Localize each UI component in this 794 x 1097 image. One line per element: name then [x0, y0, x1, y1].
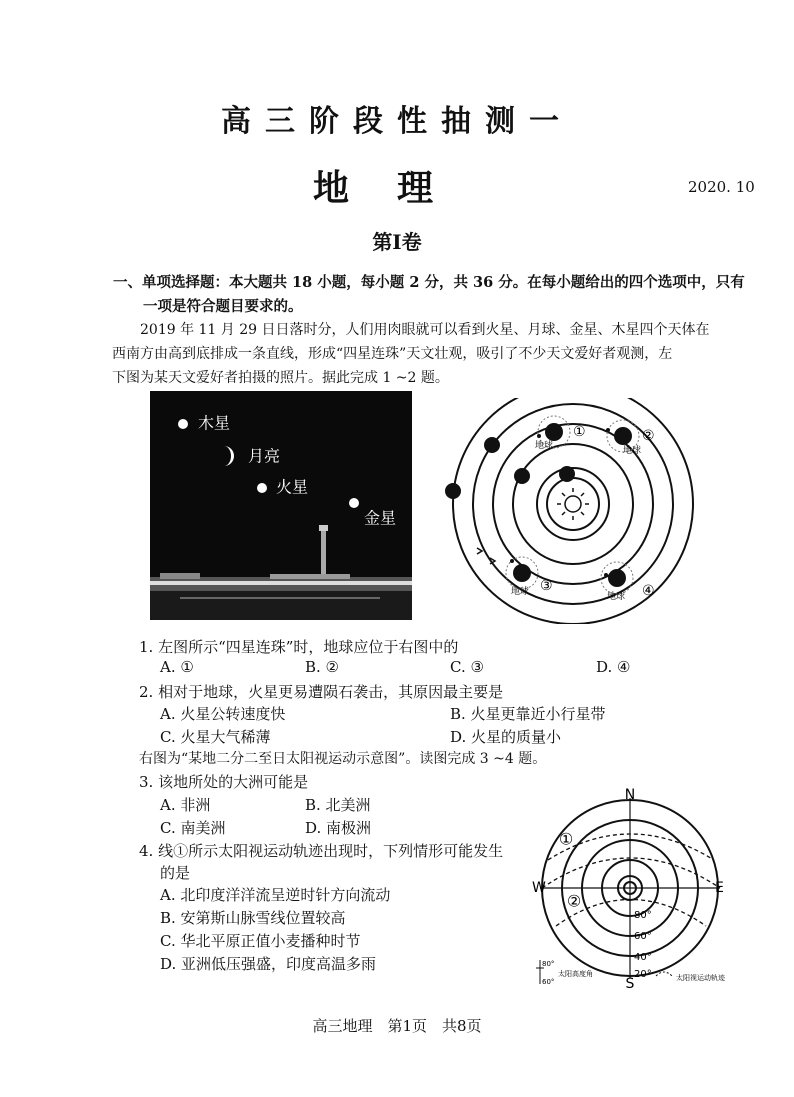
orbit-diagram [440, 398, 700, 624]
angle-label-60: 60° [634, 931, 652, 942]
north-label: N [624, 788, 636, 803]
exam-date: 2020. 10 [688, 178, 755, 196]
q1-option-d: D. ④ [596, 658, 631, 676]
passage1-line3: 下图为某天文爱好者拍摄的照片。据此完成 1 ~2 题。 [112, 370, 449, 386]
q1-option-c: C. ③ [450, 658, 484, 676]
earth-label: 地球 [606, 592, 626, 602]
venus-label: 金星 [364, 508, 397, 528]
earth-position-3 [506, 557, 553, 597]
angle-label-80: 80° [634, 910, 652, 921]
mars-label: 火星 [276, 477, 309, 497]
q3-option-a: A. 非洲 [160, 796, 211, 814]
sun-path-diagram [528, 788, 778, 994]
night-sky-photo [150, 391, 412, 620]
q3-option-b: B. 北美洲 [305, 796, 371, 814]
earth-label: 地球 [510, 587, 530, 597]
orbit-marker-1: ① [573, 424, 586, 440]
page-title: 高三阶段性抽测一 [221, 104, 573, 139]
q3-option-d: D. 南极洲 [305, 819, 372, 837]
q1-stem: 1. 左图所示“四星连珠”时，地球应位于右图中的 [139, 638, 459, 656]
orbit-marker-2: ② [642, 428, 655, 444]
mars-dot [257, 483, 267, 493]
orbit-marker-4: ④ [642, 583, 655, 599]
q3-stem: 3. 该地所处的大洲可能是 [139, 773, 309, 791]
earth-label: 地球 [534, 441, 554, 451]
q3-option-c: C. 南美洲 [160, 819, 226, 837]
earth-label: 地球 [622, 446, 642, 456]
passage1-line2: 西南方由高到底排成一条直线，形成“四星连珠”天文壮观，吸引了不少天文爱好者观测，左 [112, 346, 673, 362]
west-label: W [532, 880, 546, 896]
planet-dot [559, 466, 575, 482]
earth-position-4 [601, 562, 655, 602]
passage2: 右图为“某地二分二至日太阳视运动示意图”。读图完成 3 ~4 题。 [139, 751, 547, 767]
q4-stem-line1: 4. 线①所示太阳视运动轨迹出现时，下列情形可能发生 [139, 842, 504, 860]
venus-dot [349, 498, 359, 508]
legend-angle-bottom: 60° [542, 978, 555, 986]
q2-option-a: A. 火星公转速度快 [160, 705, 286, 723]
legend-dashed-symbol [656, 972, 672, 976]
angle-label-40: 40° [634, 952, 652, 963]
q4-option-b: B. 安第斯山脉雪线位置较高 [160, 909, 346, 927]
q4-option-a: A. 北印度洋洋流呈逆时针方向流动 [160, 886, 391, 904]
east-label: E [715, 880, 724, 896]
page-footer: 高三地理 第1页 共8页 [312, 1017, 482, 1035]
q2-stem: 2. 相对于地球，火星更易遭陨石袭击，其原因最主要是 [139, 683, 504, 701]
q4-stem-line2: 的是 [160, 864, 191, 882]
sky-marker-2: ② [566, 891, 582, 911]
planet-dot [445, 483, 461, 499]
subject-title: 地理 [312, 167, 481, 209]
angle-label-20: 20° [634, 969, 652, 980]
q1-option-a: A. ① [160, 658, 194, 676]
jupiter-label: 木星 [198, 413, 231, 433]
q4-option-d: D. 亚洲低压强盛，印度高温多雨 [160, 955, 377, 973]
volume-heading: 第Ⅰ卷 [372, 230, 422, 254]
earth-position-2 [606, 420, 655, 456]
planet-dot [514, 468, 530, 484]
section-instruction-line1: 一、单项选择题：本大题共 18 小题，每小题 2 分，共 36 分。在每小题给出的四个选项中，只有 [113, 274, 745, 291]
q2-option-d: D. 火星的质量小 [450, 728, 562, 746]
legend-path-text: 太阳视运动轨迹 [676, 974, 725, 982]
sky-marker-1: ① [558, 829, 574, 849]
sun-icon [557, 488, 589, 520]
q1-option-b: B. ② [305, 658, 340, 676]
direction-arrow [477, 548, 482, 554]
planet-dot [484, 437, 500, 453]
section-instruction-line2: 一项是符合题目要求的。 [143, 298, 303, 315]
orbit-marker-3: ③ [540, 578, 553, 594]
south-label: S [625, 976, 635, 992]
legend-angle-top: 80° [542, 960, 555, 968]
legend-angle-text: 太阳高度角 [558, 970, 593, 978]
q4-option-c: C. 华北平原正值小麦播种时节 [160, 932, 361, 950]
jupiter-dot [178, 419, 188, 429]
moon-label: 月亮 [248, 446, 281, 466]
passage1-line1: 2019 年 11 月 29 日日落时分，人们用肉眼就可以看到火星、月球、金星、木星四个天体在 [140, 322, 710, 338]
q2-option-b: B. 火星更靠近小行星带 [450, 705, 606, 723]
q2-option-c: C. 火星大气稀薄 [160, 728, 271, 746]
